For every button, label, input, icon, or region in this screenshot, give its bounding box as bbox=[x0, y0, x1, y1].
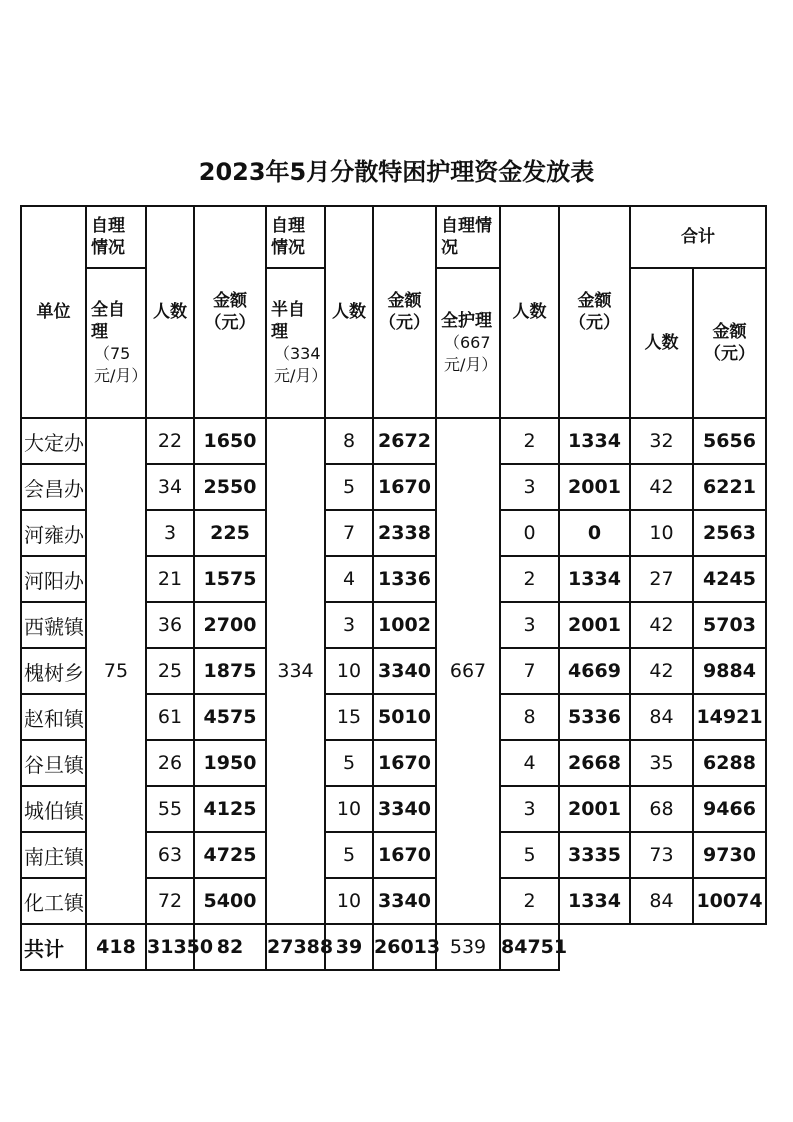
total-count-header: 人数 bbox=[630, 268, 693, 418]
total-amount: 2563 bbox=[693, 510, 766, 556]
full-self-count: 61 bbox=[146, 694, 194, 740]
total-amount: 6288 bbox=[693, 740, 766, 786]
unit-header: 单位 bbox=[21, 206, 86, 418]
full-care-count: 5 bbox=[500, 832, 559, 878]
total-count: 35 bbox=[630, 740, 693, 786]
half-self-count: 5 bbox=[325, 740, 373, 786]
full-self-amount: 4125 bbox=[194, 786, 266, 832]
unit-name: 城伯镇 bbox=[21, 786, 86, 832]
half-self-amount: 1336 bbox=[373, 556, 436, 602]
half-self-count: 8 bbox=[325, 418, 373, 464]
unit-name: 西虢镇 bbox=[21, 602, 86, 648]
full-self-rate: （75元/月） bbox=[94, 344, 148, 385]
full-self-rate-merged: 75 bbox=[86, 418, 146, 924]
full-care-count: 2 bbox=[500, 878, 559, 924]
half-self-label: 半自理 bbox=[271, 300, 305, 342]
half-self-amount: 3340 bbox=[373, 648, 436, 694]
unit-name: 槐树乡 bbox=[21, 648, 86, 694]
unit-name: 会昌办 bbox=[21, 464, 86, 510]
half-self-amount: 1670 bbox=[373, 740, 436, 786]
totals-label: 共计 bbox=[21, 924, 86, 970]
page-title: 2023年5月分散特困护理资金发放表 bbox=[198, 158, 595, 186]
amount-header: 金额（元） bbox=[194, 206, 266, 418]
grand-total-count: 539 bbox=[436, 924, 500, 970]
total-count: 10 bbox=[630, 510, 693, 556]
full-self-amount: 5400 bbox=[194, 878, 266, 924]
half-self-count: 15 bbox=[325, 694, 373, 740]
total-amount: 14921 bbox=[693, 694, 766, 740]
total-amount: 9730 bbox=[693, 832, 766, 878]
full-care-count: 3 bbox=[500, 786, 559, 832]
unit-name: 赵和镇 bbox=[21, 694, 86, 740]
full-care-count: 2 bbox=[500, 556, 559, 602]
half-self-amount: 3340 bbox=[373, 878, 436, 924]
full-self-count: 26 bbox=[146, 740, 194, 786]
half-self-amount: 2672 bbox=[373, 418, 436, 464]
unit-name: 河阳办 bbox=[21, 556, 86, 602]
full-care-rate-merged: 667 bbox=[436, 418, 500, 924]
full-care-amount: 2668 bbox=[559, 740, 630, 786]
total-count-2: 82 bbox=[194, 924, 266, 970]
total-amount-header: 金额（元） bbox=[693, 268, 766, 418]
unit-name: 大定办 bbox=[21, 418, 86, 464]
half-self-amount: 2338 bbox=[373, 510, 436, 556]
table-body bbox=[21, 418, 766, 924]
half-self-count: 4 bbox=[325, 556, 373, 602]
self-care-status-header: 自理情况 bbox=[86, 206, 146, 268]
total-amount: 10074 bbox=[693, 878, 766, 924]
full-care-count: 8 bbox=[500, 694, 559, 740]
full-self-amount: 225 bbox=[194, 510, 266, 556]
full-self-amount: 2700 bbox=[194, 602, 266, 648]
half-self-count: 5 bbox=[325, 464, 373, 510]
full-care-amount: 1334 bbox=[559, 878, 630, 924]
total-amount: 9466 bbox=[693, 786, 766, 832]
full-self-amount: 1575 bbox=[194, 556, 266, 602]
unit-name: 南庄镇 bbox=[21, 832, 86, 878]
full-self-count: 3 bbox=[146, 510, 194, 556]
half-self-count: 10 bbox=[325, 648, 373, 694]
total-amount: 9884 bbox=[693, 648, 766, 694]
full-care-count: 4 bbox=[500, 740, 559, 786]
funding-table bbox=[20, 205, 767, 971]
full-care-count: 2 bbox=[500, 418, 559, 464]
self-care-status-header: 自理情况 bbox=[266, 206, 325, 268]
unit-name: 谷旦镇 bbox=[21, 740, 86, 786]
full-care-label: 全护理 bbox=[441, 311, 492, 331]
header-row-1 bbox=[21, 206, 766, 268]
full-care-amount: 2001 bbox=[559, 602, 630, 648]
total-count: 32 bbox=[630, 418, 693, 464]
table-row bbox=[21, 418, 766, 464]
total-amount-1: 31350 bbox=[146, 924, 194, 970]
half-self-amount: 1670 bbox=[373, 832, 436, 878]
full-self-count: 34 bbox=[146, 464, 194, 510]
grand-total-amount: 84751 bbox=[500, 924, 559, 970]
half-self-count: 5 bbox=[325, 832, 373, 878]
full-care-count: 7 bbox=[500, 648, 559, 694]
full-self-amount: 1650 bbox=[194, 418, 266, 464]
half-self-rate-merged: 334 bbox=[266, 418, 325, 924]
total-count: 42 bbox=[630, 648, 693, 694]
half-self-count: 10 bbox=[325, 786, 373, 832]
unit-name: 化工镇 bbox=[21, 878, 86, 924]
count-header: 人数 bbox=[325, 206, 373, 418]
full-self-header bbox=[86, 268, 146, 418]
full-self-count: 36 bbox=[146, 602, 194, 648]
full-self-count: 72 bbox=[146, 878, 194, 924]
full-care-rate: （667元/月） bbox=[444, 333, 498, 374]
total-count: 84 bbox=[630, 694, 693, 740]
full-self-amount: 2550 bbox=[194, 464, 266, 510]
full-care-amount: 1334 bbox=[559, 418, 630, 464]
full-self-count: 25 bbox=[146, 648, 194, 694]
half-self-amount: 3340 bbox=[373, 786, 436, 832]
half-self-amount: 5010 bbox=[373, 694, 436, 740]
total-amount: 5703 bbox=[693, 602, 766, 648]
total-count: 68 bbox=[630, 786, 693, 832]
total-count-3: 39 bbox=[325, 924, 373, 970]
total-count: 42 bbox=[630, 464, 693, 510]
half-self-count: 7 bbox=[325, 510, 373, 556]
count-header: 人数 bbox=[146, 206, 194, 418]
full-care-header bbox=[436, 268, 500, 418]
total-amount: 5656 bbox=[693, 418, 766, 464]
full-self-count: 63 bbox=[146, 832, 194, 878]
total-count: 84 bbox=[630, 878, 693, 924]
full-care-amount: 2001 bbox=[559, 786, 630, 832]
half-self-rate: （334元/月） bbox=[274, 344, 328, 385]
full-care-amount: 0 bbox=[559, 510, 630, 556]
total-amount-3: 26013 bbox=[373, 924, 436, 970]
totals-row bbox=[21, 924, 766, 970]
total-amount-2: 27388 bbox=[266, 924, 325, 970]
full-care-amount: 4669 bbox=[559, 648, 630, 694]
count-header: 人数 bbox=[500, 206, 559, 418]
full-care-count: 0 bbox=[500, 510, 559, 556]
full-self-amount: 1950 bbox=[194, 740, 266, 786]
total-amount: 6221 bbox=[693, 464, 766, 510]
full-care-count: 3 bbox=[500, 464, 559, 510]
full-self-count: 21 bbox=[146, 556, 194, 602]
full-care-amount: 3335 bbox=[559, 832, 630, 878]
total-amount: 4245 bbox=[693, 556, 766, 602]
half-self-count: 3 bbox=[325, 602, 373, 648]
unit-name: 河雍办 bbox=[21, 510, 86, 556]
total-count: 73 bbox=[630, 832, 693, 878]
full-self-amount: 4725 bbox=[194, 832, 266, 878]
full-self-label: 全自理 bbox=[91, 300, 125, 342]
full-care-amount: 2001 bbox=[559, 464, 630, 510]
half-self-header bbox=[266, 268, 328, 418]
total-count: 27 bbox=[630, 556, 693, 602]
full-self-count: 55 bbox=[146, 786, 194, 832]
half-self-amount: 1670 bbox=[373, 464, 436, 510]
full-care-amount: 1334 bbox=[559, 556, 630, 602]
half-self-amount: 1002 bbox=[373, 602, 436, 648]
self-care-status-header: 自理情况 bbox=[436, 206, 500, 268]
half-self-count: 10 bbox=[325, 878, 373, 924]
full-care-count: 3 bbox=[500, 602, 559, 648]
total-count: 42 bbox=[630, 602, 693, 648]
amount-header: 金额（元） bbox=[373, 206, 436, 418]
full-self-amount: 1875 bbox=[194, 648, 266, 694]
full-care-amount: 5336 bbox=[559, 694, 630, 740]
full-self-count: 22 bbox=[146, 418, 194, 464]
total-count-1: 418 bbox=[86, 924, 146, 970]
total-header: 合计 bbox=[630, 206, 766, 268]
amount-header: 金额（元） bbox=[559, 206, 630, 418]
full-self-amount: 4575 bbox=[194, 694, 266, 740]
